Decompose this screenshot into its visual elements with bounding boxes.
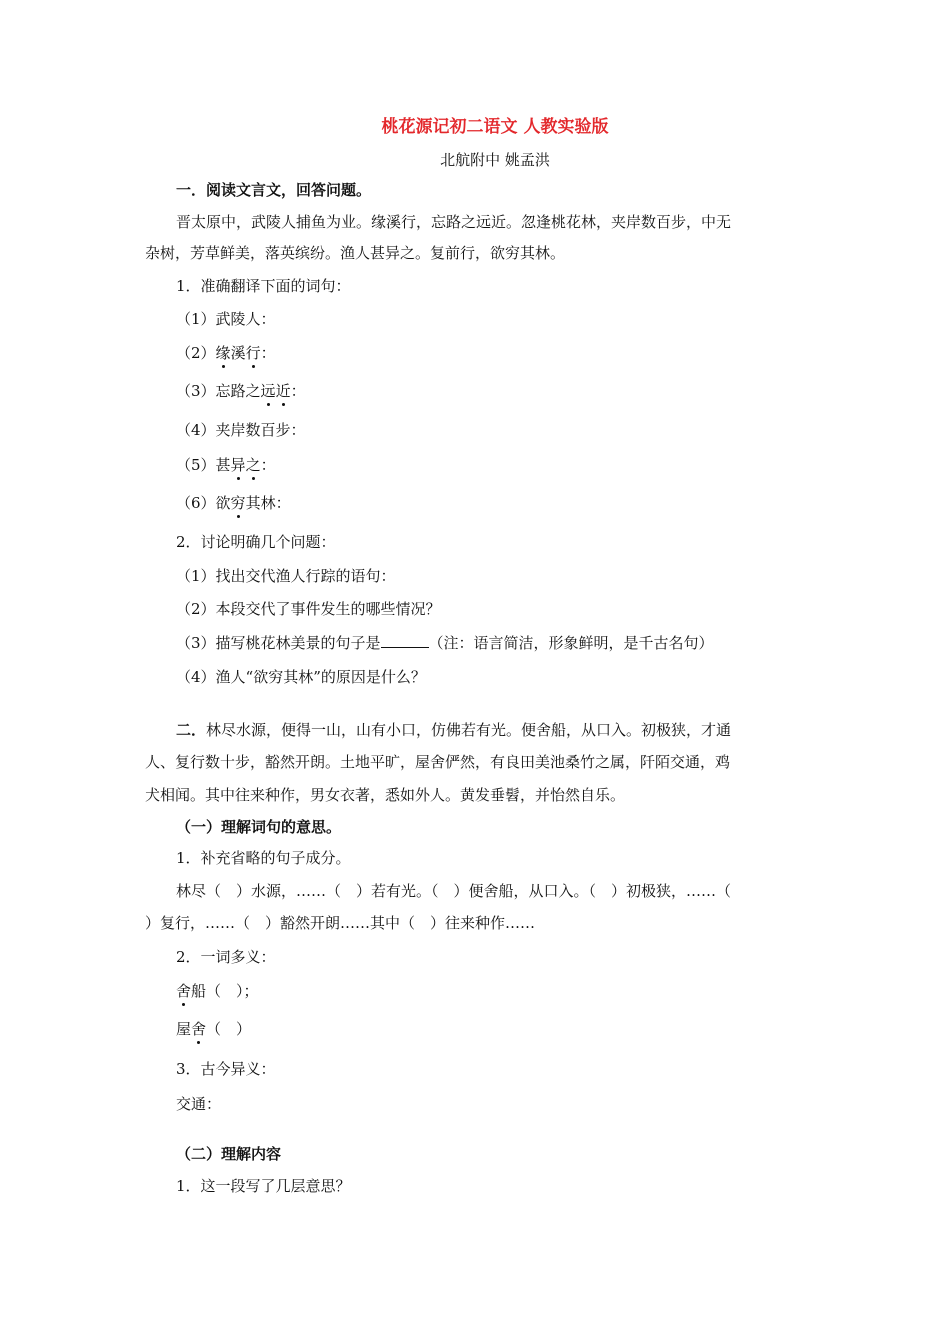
emphasis-char: 远 [260,382,276,400]
fill-in-line-2: ）复行，……（ ）豁然开朗……其中（ ）往来种作…… [145,914,536,932]
question-2-item-3: （3）描写桃花林美景的句子是 （注：语言简洁，形象鲜明，是千古名句） [176,634,714,652]
question-2-item-2: （2）本段交代了事件发生的哪些情况？ [176,600,441,618]
section-1-passage-line-1: 晋太原中，武陵人捕鱼为业。缘溪行，忘路之远近。忽逢桃花林，夹岸数百步，中无 [176,213,732,231]
question-1-item-2: （2）缘溪行： [176,344,276,362]
ancient-modern-item-1: 交通： [176,1095,222,1113]
question-1-item-3: （3）忘路之远近： [176,382,306,400]
emphasis-char: 异 [230,456,246,474]
emphasis-char: 缘 [215,344,231,362]
subsection-1-question-1: 1．补充省略的句子成分。 [176,849,351,867]
subsection-2-question-1: 1．这一段写了几层意思？ [176,1177,351,1195]
document-title: 桃花源记初二语文 人教实验版 [381,117,609,137]
question-2-item-4: （4）渔人“欲穷其林”的原因是什么？ [176,668,426,686]
subsection-2-heading: （二）理解内容 [176,1145,282,1163]
question-1-item-1: （1）武陵人： [176,310,276,328]
polysemy-item-2: 屋舍（ ） [176,1020,252,1038]
question-2-item-1: （1）找出交代渔人行踪的语句： [176,567,396,585]
emphasis-char: 之 [245,456,261,474]
emphasis-char: 舍 [191,1020,207,1038]
emphasis-char: 舍 [176,982,192,1000]
subsection-1-heading: （一）理解词句的意思。 [176,818,342,836]
subsection-1-question-2: 2．一词多义： [176,948,276,966]
question-1-prompt: 1．准确翻译下面的词句： [176,277,351,295]
section-2-passage-line-2: 人、复行数十步，豁然开朗。土地平旷，屋舍俨然，有良田美池桑竹之属，阡陌交通，鸡 [145,753,731,771]
subsection-1-question-3: 3．古今异义： [176,1060,276,1078]
answer-blank [381,633,429,648]
question-1-item-6: （6）欲穷其林： [176,494,291,512]
emphasis-char: 近 [275,382,291,400]
section-2-heading: 二． [176,721,207,739]
section-1-heading: 一．阅读文言文，回答问题。 [176,181,372,199]
document-author: 北航附中 姚孟洪 [440,151,550,169]
emphasis-char: 穷 [230,494,246,512]
fill-in-line-1: 林尽（ ）水源，……（ ）若有光。（ ）便舍船，从口入。（ ）初极狭，……（ [176,882,732,900]
question-2-prompt: 2．讨论明确几个问题： [176,533,336,551]
question-1-item-4: （4）夹岸数百步： [176,421,306,439]
emphasis-char: 行 [245,344,261,362]
section-2-passage-line-1: 二．林尽水源，便得一山，山有小口，仿佛若有光。便舍船，从口入。初极狭，才通 [176,721,732,739]
polysemy-item-1: 舍船（ ）； [176,982,259,1000]
question-1-item-5: （5）甚异之： [176,456,276,474]
section-1-passage-line-2: 杂树，芳草鲜美，落英缤纷。渔人甚异之。复前行，欲穷其林。 [145,244,566,262]
section-2-passage-line-3: 犬相闻。其中往来种作，男女衣著，悉如外人。黄发垂髫，并怡然自乐。 [145,786,626,804]
